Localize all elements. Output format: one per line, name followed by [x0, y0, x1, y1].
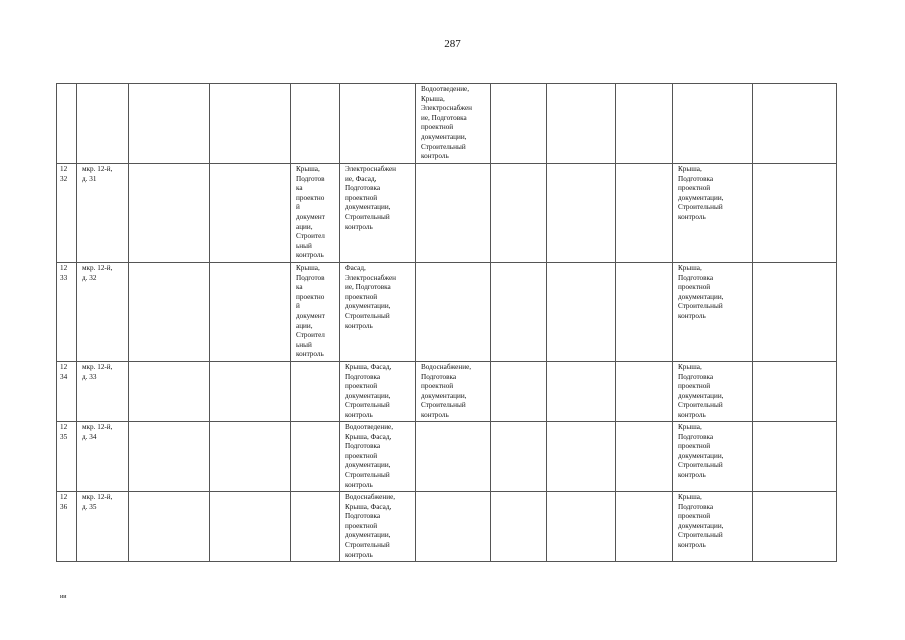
address-cell [77, 84, 129, 164]
table-cell [547, 362, 616, 422]
table-cell: Крыша, Подготовка проектной документации, Строительный контроль [673, 263, 753, 362]
table-cell [491, 422, 547, 492]
footer-mark: ии [60, 594, 67, 600]
table-cell [491, 492, 547, 562]
table-cell [491, 84, 547, 164]
table-cell [291, 492, 340, 562]
table-cell [129, 164, 210, 263]
table-cell [753, 164, 837, 263]
works-table [56, 83, 837, 562]
row-number-cell: 12 35 [57, 422, 77, 492]
table-cell [416, 164, 491, 263]
table-cell [416, 492, 491, 562]
table-cell [210, 84, 291, 164]
table-cell: Водоснабжение, Крыша, Фасад, Подготовка проектной документации, Строительный контроль [340, 492, 416, 562]
table-cell [616, 84, 673, 164]
table-cell [547, 164, 616, 263]
address-cell: мкр. 12-й, д. 35 [77, 492, 129, 562]
table-cell: Водоснабжение, Подготовка проектной документации, Строительный контроль [416, 362, 491, 422]
table-cell [210, 164, 291, 263]
row-number-cell: 12 33 [57, 263, 77, 362]
row-number-cell: 12 34 [57, 362, 77, 422]
table-cell [547, 84, 616, 164]
table-cell [753, 263, 837, 362]
table-cell: Водоотведение, Крыша, Фасад, Подготовка проектной документации, Строительный контроль [340, 422, 416, 492]
table-row [57, 263, 837, 362]
table-cell [210, 263, 291, 362]
table-cell [210, 422, 291, 492]
table-row [57, 422, 837, 492]
table-cell [291, 422, 340, 492]
table-cell [129, 422, 210, 492]
table-cell [753, 362, 837, 422]
address-cell: мкр. 12-й, д. 31 [77, 164, 129, 263]
table-row [57, 492, 837, 562]
row-number-cell [57, 84, 77, 164]
address-cell: мкр. 12-й, д. 33 [77, 362, 129, 422]
table-cell [547, 422, 616, 492]
table-cell: Крыша, Подготовка проектной документации, Строительный контроль [673, 164, 753, 263]
table-row [57, 362, 837, 422]
table-cell [129, 492, 210, 562]
table-cell [547, 263, 616, 362]
table-cell: Фасад, Электроснабжен ие, Подготовка проектной документации, Строительный контроль [340, 263, 416, 362]
table-cell [491, 164, 547, 263]
table-cell [673, 84, 753, 164]
table-cell [291, 84, 340, 164]
table-cell [753, 422, 837, 492]
table-cell [129, 362, 210, 422]
table-cell [753, 84, 837, 164]
table-cell [210, 362, 291, 422]
table-cell [416, 263, 491, 362]
table-row [57, 164, 837, 263]
table-cell [616, 362, 673, 422]
table-cell [491, 263, 547, 362]
table-cell [753, 492, 837, 562]
table-cell [616, 422, 673, 492]
table-cell [129, 263, 210, 362]
table-cell: Крыша, Подготовка проектной документации, Строительный контроль [673, 422, 753, 492]
table-cell [340, 84, 416, 164]
table-body [57, 84, 837, 562]
address-cell: мкр. 12-й, д. 34 [77, 422, 129, 492]
table-cell [616, 164, 673, 263]
row-number-cell: 12 36 [57, 492, 77, 562]
table-row [57, 84, 837, 164]
table-cell: Крыша, Фасад, Подготовка проектной документации, Строительный контроль [340, 362, 416, 422]
table-cell [129, 84, 210, 164]
table-cell [416, 422, 491, 492]
table-cell: Крыша, Подготовка проектной документации, Строительный контроль [673, 362, 753, 422]
table-cell: Крыша, Подготовка проектной документации, Строительный контроль [673, 492, 753, 562]
address-cell: мкр. 12-й, д. 32 [77, 263, 129, 362]
table-cell: Крыша, Подготов ка проектно й документ ации, Строител ьный контроль [291, 263, 340, 362]
table-cell: Водоотведение, Крыша, Электроснабжен ие, Подготовка проектной документации, Строительный контроль [416, 84, 491, 164]
table-cell [291, 362, 340, 422]
table-cell: Электроснабжен ие, Фасад, Подготовка проектной документации, Строительный контроль [340, 164, 416, 263]
table-cell [547, 492, 616, 562]
row-number-cell: 12 32 [57, 164, 77, 263]
table-cell: Крыша, Подготов ка проектно й документ ации, Строител ьный контроль [291, 164, 340, 263]
table-cell [491, 362, 547, 422]
table-cell [616, 492, 673, 562]
table-cell [210, 492, 291, 562]
table-cell [616, 263, 673, 362]
page-number: 287 [444, 38, 461, 50]
